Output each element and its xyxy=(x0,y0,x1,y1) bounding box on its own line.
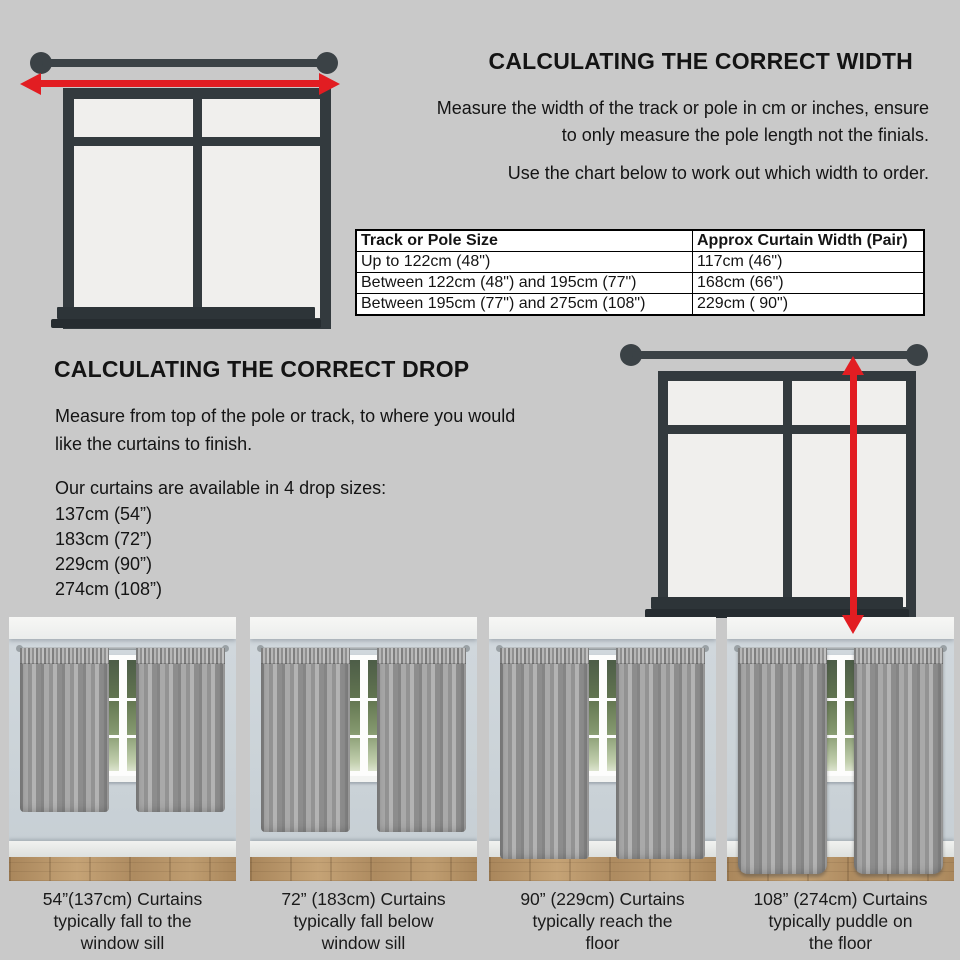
window-mullion xyxy=(360,660,368,771)
col-header-curtain-width: Approx Curtain Width (Pair) xyxy=(693,230,925,252)
caption-line: typically puddle on xyxy=(768,911,913,931)
arrow-up-head-icon xyxy=(842,356,864,375)
curtain-width-cell: 117cm (46") xyxy=(693,252,925,273)
pole-size-cell: Up to 122cm (48") xyxy=(356,252,693,273)
window-pane xyxy=(202,99,321,137)
window-mullion xyxy=(119,660,127,771)
drop-sizes-list xyxy=(55,502,162,602)
curtain-left xyxy=(500,648,589,859)
drop-sizes-intro: Our curtains are available in 4 drop sizes: xyxy=(55,478,387,498)
window-pane xyxy=(74,146,193,318)
photo-caption-72in xyxy=(250,888,477,954)
caption-line: window sill xyxy=(80,933,165,953)
window-mullion xyxy=(599,660,607,771)
window-pane xyxy=(792,434,907,607)
photo-caption-90in xyxy=(489,888,716,954)
table-row xyxy=(356,294,924,316)
caption-line: 72” (183cm) Curtains xyxy=(281,889,446,909)
photo-curtain-72in xyxy=(250,617,477,881)
drop-body-line: like the curtains to finish. xyxy=(55,434,253,454)
curtain-width-cell: 229cm ( 90") xyxy=(693,294,925,316)
window-pane xyxy=(668,434,783,607)
caption-line: floor xyxy=(585,933,620,953)
drop-size-item: 229cm (90”) xyxy=(55,554,153,574)
drop-body-line: Measure from top of the pole or track, to where you would xyxy=(55,406,516,426)
pole-size-cell: Between 122cm (48") and 195cm (77") xyxy=(356,273,693,294)
curtain-left xyxy=(261,648,350,832)
curtain-right xyxy=(136,648,225,812)
drop-size-item: 274cm (108”) xyxy=(55,579,163,599)
width-section-body xyxy=(437,95,929,149)
width-body-line: Measure the width of the track or pole in cm or inches, ensure xyxy=(436,98,929,118)
caption-line: the floor xyxy=(808,933,873,953)
window-sill xyxy=(651,597,903,609)
curtain-left xyxy=(20,648,109,812)
curtain-pole xyxy=(632,351,918,359)
table-row xyxy=(356,252,924,273)
curtain-pole xyxy=(42,59,328,67)
photo-curtain-54in xyxy=(9,617,236,881)
crown-molding xyxy=(250,617,477,639)
window xyxy=(63,88,331,329)
wood-floor xyxy=(9,857,236,881)
pole-finial-right-icon xyxy=(316,52,338,74)
table-header-row xyxy=(356,230,924,252)
width-section-hint: Use the chart below to work out which width to order. xyxy=(507,163,929,183)
curtain-width-cell: 168cm (66") xyxy=(693,273,925,294)
pole-size-cell: Between 195cm (77") and 275cm (108") xyxy=(356,294,693,316)
drop-illustration xyxy=(610,340,930,640)
window-mullion xyxy=(837,660,845,771)
curtain-right xyxy=(377,648,466,832)
crown-molding xyxy=(9,617,236,639)
drop-size-item: 137cm (54”) xyxy=(55,504,153,524)
skirting-board xyxy=(9,841,236,857)
curtain-left xyxy=(738,648,827,874)
width-measure-arrow xyxy=(40,80,320,87)
window-sill xyxy=(57,307,315,319)
col-header-pole-size: Track or Pole Size xyxy=(356,230,693,252)
drop-section-body xyxy=(55,402,515,458)
width-body-line: to only measure the pole length not the finials. xyxy=(561,125,929,145)
caption-line: typically fall to the xyxy=(53,911,192,931)
drop-section-title: CALCULATING THE CORRECT DROP xyxy=(54,356,470,382)
skirting-board xyxy=(250,841,477,857)
window-pane xyxy=(668,381,783,425)
window xyxy=(658,371,916,617)
pole-finial-right-icon xyxy=(906,344,928,366)
caption-line: 90” (229cm) Curtains xyxy=(520,889,685,909)
wood-floor xyxy=(250,857,477,881)
arrow-left-head-icon xyxy=(20,73,41,95)
size-table xyxy=(355,229,925,316)
width-illustration xyxy=(20,48,340,330)
caption-line: typically fall below xyxy=(293,911,434,931)
width-section-title: CALCULATING THE CORRECT WIDTH xyxy=(488,48,913,74)
photo-curtain-108in xyxy=(727,617,954,881)
drop-size-item: 183cm (72”) xyxy=(55,529,153,549)
table-row xyxy=(356,273,924,294)
wood-floor xyxy=(489,857,716,881)
window-pane xyxy=(202,146,321,318)
photo-caption-54in xyxy=(9,888,236,954)
window-pane xyxy=(792,381,907,425)
curtain-right xyxy=(854,648,943,874)
arrow-right-head-icon xyxy=(319,73,340,95)
window-sill-base xyxy=(51,319,321,328)
photo-curtain-90in xyxy=(489,617,716,881)
window-pane xyxy=(74,99,193,137)
caption-line: typically reach the xyxy=(532,911,673,931)
photo-caption-108in xyxy=(727,888,954,954)
caption-line: 54”(137cm) Curtains xyxy=(42,889,203,909)
drop-measure-arrow xyxy=(850,373,857,616)
crown-molding xyxy=(727,617,954,639)
curtain-right xyxy=(616,648,705,859)
caption-line: 108” (274cm) Curtains xyxy=(753,889,928,909)
caption-line: window sill xyxy=(321,933,406,953)
crown-molding xyxy=(489,617,716,639)
arrow-down-head-icon xyxy=(842,615,864,634)
